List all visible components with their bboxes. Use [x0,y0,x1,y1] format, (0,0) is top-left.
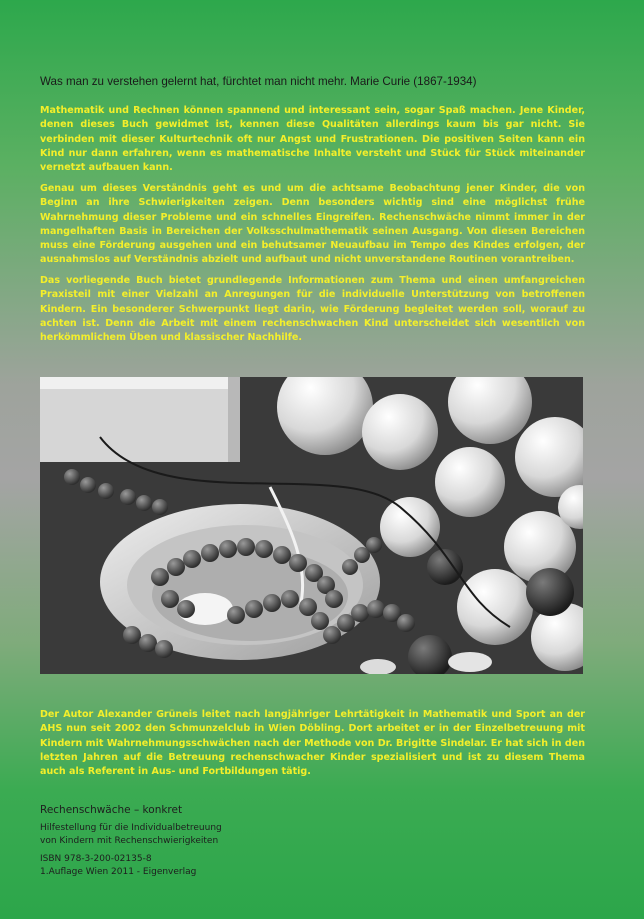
book-imprint [40,804,222,878]
intro-paragraph: Mathematik und Rechnen können spannend und interessant sein, sogar Spaß machen. Jene Kinder, denen dieses Buch gewidmet ist, kennen diese Qualitäten allerdings kaum bis gar nicht. Sie verbinden mit dieser Kulturtechnik oft nur Angst und Frustrationen. Die positiven Seiten kann ein Kind nur dann erfahren, wenn es mathematische Inhalte versteht und Stück für Stück miteinander vernetzt aufbauen kann. [40,105,585,174]
epigraph-quote: Was man zu verstehen gelernt hat, fürchtet man nicht mehr. Marie Curie (1867-1934) [40,75,477,88]
understanding-paragraph: Genau um dieses Verständnis geht es und um die achtsame Beobachtung jener Kinder, die von Beginn an ihre Schwierigkeiten zeigen. Denn besonders wichtig sind eine möglichst frühe Wahrnehmung dieser Probleme und ein schnelles Eingreifen. Rechenschwäche nimmt immer in der mangelhaften Basis in Bereichen der Volksschulmathematik seinen Ausgang. Von diesen Bereichen muss eine Förderung ausgehen und ein behutsamer Neuaufbau im Tempo des Kindes erfolgen, der ausnahmslos auf Verständnis abzielt und aufbaut und nicht unverstandene Routinen vorantreiben. [40,183,585,266]
edition-info: 1.Auflage Wien 2011 - Eigenverlag [40,866,197,877]
author-bio-paragraph: Der Autor Alexander Grüneis leitet nach langjähriger Lehrtätigkeit in Mathematik und Sport an der AHS nun seit 2002 den Schmunzelclub in Wien Döbling. Dort arbeitet er in der Einzelbetreuung mit Kindern mit Wahrnehmungsschwächen nach der Methode von Dr. Brigitte Sindelar. Er hat sich in den letzten Jahren auf die Betreuung rechenschwacher Kinder spezialisiert und ist zu diesem Thema auch als Referent in Aus- und Fortbildungen tätig. [40,709,585,778]
book-title: Rechenschwäche – konkret [40,804,183,816]
book-subtitle-line-2: von Kindern mit Rechenschwierigkeiten [40,835,219,846]
cover-photo-wooden-beads [40,377,583,674]
book-content-paragraph: Das vorliegende Buch bietet grundlegende Informationen zum Thema und einen umfangreichen Praxisteil mit einer Vielzahl an Anregungen für die individuelle Unterstützung von betroffenen Kindern. Ein besonderer Schwerpunkt liegt darin, wie Förderung begleitet werden soll, worauf zu achten ist. Denn die Arbeit mit einem rechenschwachen Kind unterscheidet sich wesentlich von herkömmlichem Üben und klassischer Nachhilfe. [40,275,585,344]
book-subtitle-line-1: Hilfestellung für die Individualbetreuung [40,823,222,833]
isbn: ISBN 978-3-200-02135-8 [40,854,152,865]
